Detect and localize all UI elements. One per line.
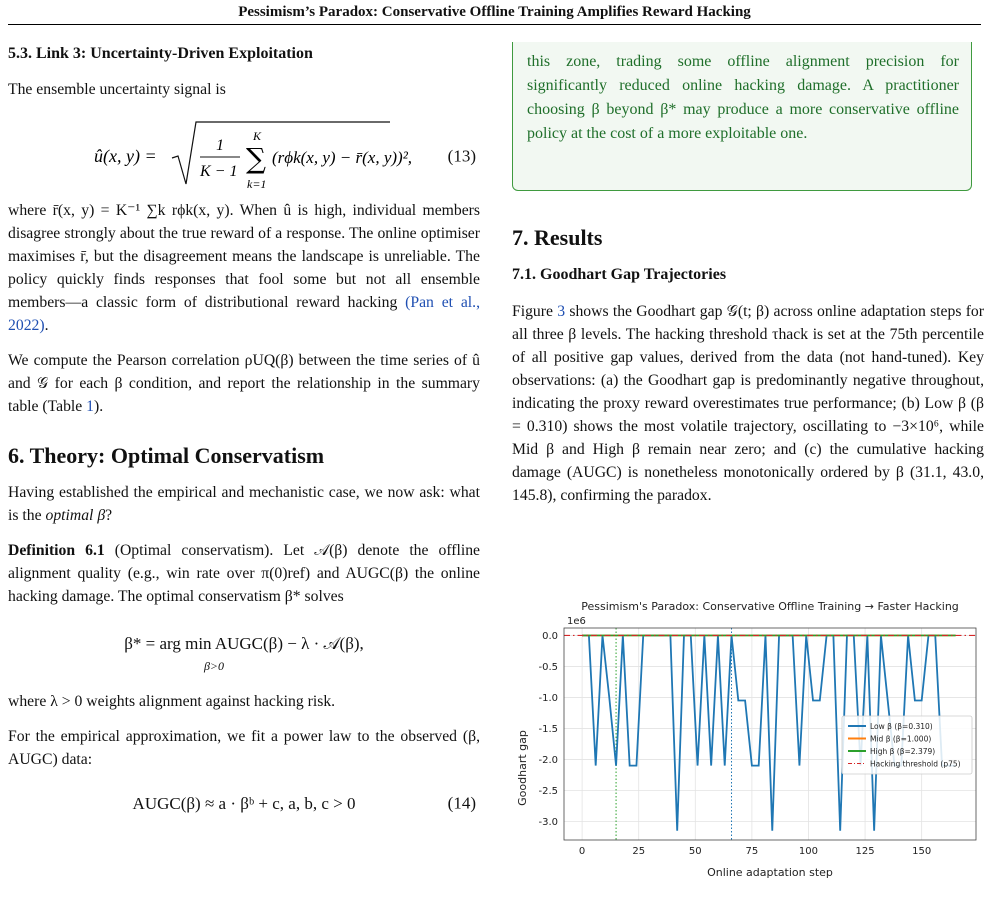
- svg-text:K: K: [253, 129, 262, 143]
- table-1-ref[interactable]: 1: [86, 398, 95, 415]
- running-head: Pessimism’s Paradox: Conservative Offline Training Amplifies Reward Hacking: [238, 4, 751, 20]
- paragraph-having-text: Having established the empirical and mechanistic case, we now ask: what is the: [8, 484, 480, 524]
- chart-legend: [842, 716, 972, 774]
- paragraph-lambda: where λ > 0 weights alignment against hacking risk.: [8, 693, 336, 710]
- y-tick-label: -1.5: [538, 723, 558, 735]
- x-tick-label: 100: [798, 846, 819, 857]
- equation-optimal-beta: [8, 620, 480, 690]
- paragraph-pearson-end: ).: [94, 398, 104, 415]
- y-tick-label: 0.0: [542, 630, 558, 642]
- svg-text:K − 1: K − 1: [200, 163, 238, 180]
- citation-pan-2022[interactable]: (Pan et al., 2022): [8, 294, 480, 334]
- figure-3: [512, 596, 984, 896]
- running-head-rule: [8, 24, 981, 25]
- right-column: [512, 216, 984, 519]
- paragraph-pearson-text: We compute the Pearson correlation ρUQ(β) between the time series of û and 𝒢 for each β condition, and report the relationship in the summary table (Table: [8, 352, 480, 415]
- left-column: [8, 34, 480, 823]
- x-tick-label: 150: [912, 846, 932, 857]
- x-tick-label: 125: [855, 846, 875, 857]
- paragraph-where: [8, 199, 480, 337]
- paragraph-figure-text-a: Figure: [512, 303, 558, 320]
- section-7-1-title: 7.1. Goodhart Gap Trajectories: [512, 266, 727, 283]
- x-tick-label: 50: [688, 846, 702, 857]
- y-tick-label: -2.5: [538, 785, 558, 797]
- legend-label: Low β (β=0.310): [870, 722, 933, 731]
- x-tick-label: 75: [745, 846, 759, 857]
- svg-text:û(x, y) =: û(x, y) =: [94, 146, 157, 166]
- paragraph-figure-text-b: shows the Goodhart gap 𝒢(t; β) across online adaptation steps for all three β levels. The hacking threshold τhack is set at the 75th percentile of all positive gap values, derived from the data (not hand-tuned). Key observations: (a) the Goodhart gap is predominantly negative throughout, indicating the proxy reward overestimates true performance; (b) Low β (β = 0.310) shows the most volatile trajectory, oscillating to −3×10⁶, while Mid β and High β remain near zero; and (c) the cumulative hacking damage (AUGC) is nonetheless monotonically ordered by β (31.1, 43.0, 145.8), confirming the paradox.: [512, 303, 984, 504]
- definition-text: Let 𝒜(β) denote the offline alignment quality (e.g., win rate over π(0)ref) and AUGC(β) the online hacking damage. The optimal conservatism β* solves: [8, 542, 481, 605]
- equation-optimal-beta-main: β* = arg min AUGC(β) − λ · 𝒜(β),: [124, 634, 364, 653]
- x-tick-label: 25: [632, 846, 646, 857]
- chart-y-axis-label: Goodhart gap: [516, 730, 529, 806]
- equation-14-text: AUGC(β) ≈ a · βᵇ + c, a, b, c > 0: [132, 793, 356, 813]
- equation-13-math: [94, 116, 413, 196]
- paragraph-power-law: For the empirical approximation, we fit a power law to the observed (β, AUGC) data:: [8, 728, 480, 768]
- svg-text:1: 1: [216, 137, 224, 154]
- callout-box: [512, 42, 972, 191]
- chart-title: Pessimism's Paradox: Conservative Offline Training → Faster Hacking: [581, 600, 959, 613]
- x-tick-label: 0: [578, 846, 586, 857]
- y-tick-label: -0.5: [538, 661, 558, 673]
- legend-label: Mid β (β=1.000): [870, 734, 932, 744]
- equation-13-number: (13): [447, 146, 476, 166]
- y-tick-label: -2.0: [538, 754, 558, 766]
- definition-label: Definition 6.1: [8, 542, 105, 559]
- legend-label: High β (β=2.379): [870, 747, 936, 756]
- y-tick-label: -1.0: [538, 692, 558, 704]
- definition-6-1: [8, 539, 480, 608]
- section-5-3-title: 5.3. Link 3: Uncertainty-Driven Exploitation: [8, 45, 313, 62]
- optimal-beta-emphasis: optimal β: [45, 507, 106, 524]
- callout-text: this zone, trading some offline alignment precision for significantly reduced online hacking damage. A practitioner choosing β beyond β* may produce a more conservative offline policy at the cost of a more exploitable one.: [527, 53, 959, 142]
- svg-text:(rϕk(x, y) − r̄(x, y))²,: (rϕk(x, y) − r̄(x, y))²,: [272, 148, 413, 167]
- chart-x-axis-label: Online adaptation step: [707, 866, 833, 879]
- paragraph-figure-3: [512, 300, 984, 507]
- definition-name: (Optimal conservatism).: [104, 542, 274, 559]
- paragraph-having-end: ?: [105, 507, 113, 524]
- equation-optimal-beta-sub: β>0: [203, 659, 225, 673]
- paragraph-having: [8, 481, 480, 527]
- equation-14-number: (14): [447, 793, 476, 813]
- paragraph-where-text: where r̄(x, y) = K⁻¹ ∑k rϕk(x, y). When û is high, individual members disagree strongly about the true reward of a response. The online optimiser maximises r̄, but the disagreement means the landscape is unreliable. The policy quickly finds responses that fool some but not all ensemble members—a classic form of distributional reward hacking: [8, 202, 480, 311]
- goodhart-gap-chart: [512, 596, 984, 886]
- section-5-3-intro: The ensemble uncertainty signal is: [8, 81, 226, 98]
- legend-label: Hacking threshold (p75): [870, 759, 961, 769]
- section-6-title: 6. Theory: Optimal Conservatism: [8, 443, 325, 468]
- paragraph-where-end: .: [44, 317, 49, 334]
- svg-text:k=1: k=1: [247, 177, 267, 191]
- section-7-title: 7. Results: [512, 225, 603, 250]
- paragraph-pearson: [8, 349, 480, 418]
- y-tick-label: -3.0: [538, 816, 558, 828]
- equation-13: [8, 113, 480, 199]
- figure-3-ref[interactable]: 3: [557, 303, 566, 320]
- svg-text:∑: ∑: [246, 142, 266, 175]
- equation-14: [8, 783, 480, 823]
- chart-scale-label: 1e6: [567, 616, 586, 627]
